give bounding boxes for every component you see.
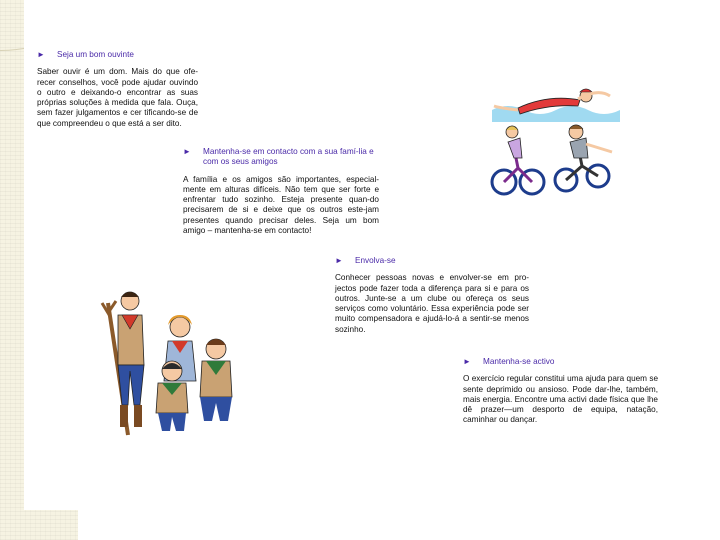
bullet-icon: ► [183,147,191,156]
heading-text: Seja um bom ouvinte [57,50,134,59]
swimmer-and-cyclists-illustration [488,72,628,202]
section-heading [37,50,198,60]
section-heading [335,256,529,266]
section-contact [183,147,379,236]
heading-text: Mantenha-se em contacto com a sua famí-lia e com os seus amigos [203,147,374,167]
scouts-group-illustration [88,285,248,445]
section-body: Saber ouvir é um dom. Mais do que ofe-recer conselhos, você pode ajudar ouvindo o outro e deixando-o encontrar as suas próprias soluções à medida que fala. Ouça, sem fazer julgamentos e cer tificando-se de que compreendeu o que está a ser dito. [37,67,198,128]
section-listen [37,50,198,129]
section-heading [463,357,658,367]
section-body: A família e os amigos são importantes, especial-mente em alturas difíceis. Não tem que ser forte e enfrentar tudo sozinho. Esteja presente quan-do precisarem de si e deixe que os outros este-jam presentes quando precisar deles. Seja um bom amigo – mantenha-se em contacto! [183,174,379,236]
heading-text: Mantenha-se activo [483,357,555,366]
bullet-icon: ► [37,50,45,59]
section-stay-active [463,357,658,426]
heading-text: Envolva-se [355,256,396,265]
bullet-icon: ► [335,256,343,265]
section-get-involved [335,256,529,335]
section-body: Conhecer pessoas novas e envolver-se em pro-jectos pode fazer toda a diferença para si e para os outros. Junte-se a um clube ou ofereça os seus serviços como voluntário. Essa experiência pode ser muito compensadora e ajudá-lo-á a sentir-se menos sozinho. [335,273,529,334]
section-heading [183,147,379,168]
bullet-icon: ► [463,357,471,366]
section-body: O exercício regular constitui uma ajuda para quem se sente deprimido ou ansioso. Pode dar-lhe, também, mais energia. Encontre uma activi dade física que lhe dê prazer—um desporto de equipa, natação, caminhar ou dançar. [463,374,658,425]
